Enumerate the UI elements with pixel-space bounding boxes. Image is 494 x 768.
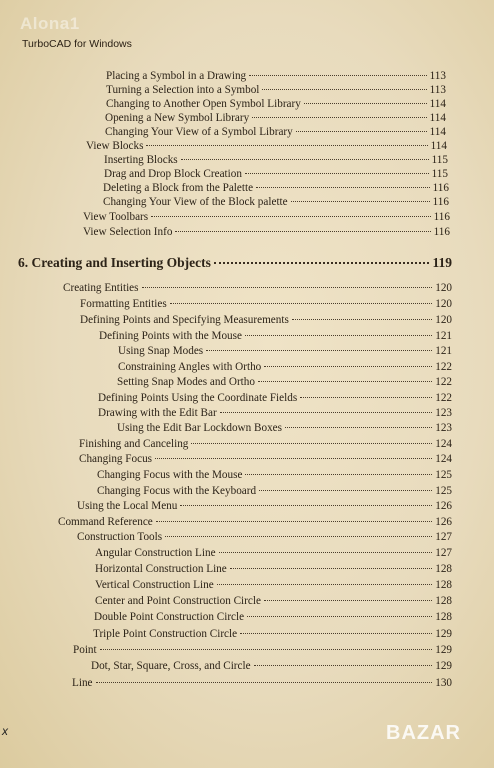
leader-dots bbox=[142, 287, 433, 288]
toc-entry bbox=[79, 438, 452, 451]
toc-entry-page: 114 bbox=[429, 126, 446, 138]
toc-entry-title: Using the Edit Bar Lockdown Boxes bbox=[117, 422, 282, 434]
leader-dots bbox=[240, 633, 432, 634]
leader-dots bbox=[258, 381, 432, 382]
toc-entry-page: 113 bbox=[429, 84, 446, 96]
toc-entry-title: Angular Construction Line bbox=[95, 547, 216, 559]
leader-dots bbox=[100, 649, 433, 650]
toc-entry bbox=[95, 563, 452, 576]
toc-entry-page: 123 bbox=[435, 422, 452, 434]
toc-entry-title: Defining Points Using the Coordinate Fields bbox=[98, 392, 298, 404]
toc-entry-page: 114 bbox=[430, 140, 447, 152]
bazar-watermark: BAZAR bbox=[386, 722, 461, 744]
toc-entry bbox=[79, 453, 452, 466]
leader-dots bbox=[155, 458, 432, 459]
toc-entry-title: Command Reference bbox=[58, 516, 153, 528]
toc-entry bbox=[63, 282, 452, 295]
toc-entry-title: Changing to Another Open Symbol Library bbox=[106, 98, 301, 110]
toc-entry bbox=[95, 547, 452, 560]
toc-entry-title: Constraining Angles with Ortho bbox=[118, 361, 262, 373]
toc-entry-page: 115 bbox=[431, 154, 448, 166]
toc-entry-title: Changing Focus bbox=[79, 453, 153, 465]
toc-entry bbox=[105, 112, 446, 125]
toc-entry bbox=[95, 595, 452, 608]
leader-dots bbox=[230, 568, 432, 569]
leader-dots bbox=[296, 131, 427, 132]
toc-entry-title: View Blocks bbox=[86, 140, 144, 152]
leader-dots bbox=[285, 427, 432, 428]
toc-entry bbox=[106, 98, 446, 111]
leader-dots bbox=[191, 443, 432, 444]
toc-entry-page: 129 bbox=[435, 644, 452, 656]
leader-dots bbox=[252, 117, 426, 118]
toc-entry-page: 128 bbox=[435, 579, 452, 591]
toc-entry-page: 122 bbox=[435, 361, 452, 373]
toc-entry bbox=[73, 644, 452, 657]
leader-dots bbox=[156, 521, 432, 522]
toc-entry bbox=[99, 330, 452, 343]
toc-entry bbox=[80, 298, 452, 311]
leader-dots bbox=[259, 490, 432, 491]
toc-entry-title: Drawing with the Edit Bar bbox=[98, 407, 217, 419]
toc-entry-page: 116 bbox=[433, 211, 450, 223]
toc-entry-title: Horizontal Construction Line bbox=[95, 563, 227, 575]
toc-entry-title: Creating Entities bbox=[63, 282, 139, 294]
toc-entry bbox=[77, 531, 452, 544]
toc-entry-page: 122 bbox=[435, 392, 452, 404]
leader-dots bbox=[170, 303, 433, 304]
toc-entry-title: Changing Focus with the Keyboard bbox=[97, 485, 257, 497]
leader-dots bbox=[264, 600, 432, 601]
toc-entry bbox=[106, 84, 446, 97]
toc-entry bbox=[86, 140, 447, 153]
leader-dots bbox=[214, 262, 430, 264]
leader-dots bbox=[304, 103, 427, 104]
toc-entry bbox=[104, 154, 448, 167]
toc-entry bbox=[106, 70, 446, 83]
toc-entry-page: 120 bbox=[435, 282, 452, 294]
leader-dots bbox=[247, 616, 432, 617]
toc-entry-page: 125 bbox=[435, 469, 452, 481]
toc-entry-page: 124 bbox=[435, 438, 452, 450]
leader-dots bbox=[220, 412, 433, 413]
toc-entry bbox=[103, 182, 449, 195]
chapter-title: 6. Creating and Inserting Objects bbox=[18, 255, 211, 270]
toc-entry-title: Formatting Entities bbox=[80, 298, 167, 310]
leader-dots bbox=[181, 159, 429, 160]
toc-entry-title: Dot, Star, Square, Cross, and Circle bbox=[91, 660, 251, 672]
toc-entry-title: Setting Snap Modes and Ortho bbox=[117, 376, 255, 388]
toc-entry-title: Inserting Blocks bbox=[104, 154, 178, 166]
toc-entry-page: 120 bbox=[435, 314, 452, 326]
toc-entry-title: Line bbox=[72, 677, 93, 689]
toc-entry-title: Deleting a Block from the Palette bbox=[103, 182, 254, 194]
toc-entry-page: 127 bbox=[435, 531, 452, 543]
toc-entry-page: 125 bbox=[435, 485, 452, 497]
toc-entry-page: 130 bbox=[435, 677, 452, 689]
toc-entry bbox=[98, 392, 452, 405]
leader-dots bbox=[262, 89, 426, 90]
toc-entry-title: Finishing and Canceling bbox=[79, 438, 189, 450]
toc-entry-page: 126 bbox=[435, 500, 452, 512]
toc-entry-title: Construction Tools bbox=[77, 531, 163, 543]
toc-entry-page: 126 bbox=[435, 516, 452, 528]
leader-dots bbox=[292, 319, 432, 320]
toc-entry-title: Drag and Drop Block Creation bbox=[104, 168, 242, 180]
toc-entry bbox=[98, 407, 452, 420]
toc-entry-page: 124 bbox=[435, 453, 452, 465]
toc-entry-title: View Toolbars bbox=[83, 211, 149, 223]
toc-entry-page: 116 bbox=[433, 226, 450, 238]
toc-entry-page: 116 bbox=[432, 196, 449, 208]
toc-entry-page: 129 bbox=[435, 660, 452, 672]
toc-entry-page: 123 bbox=[435, 407, 452, 419]
leader-dots bbox=[291, 201, 430, 202]
leader-dots bbox=[245, 335, 432, 336]
toc-entry-title: Turning a Selection into a Symbol bbox=[106, 84, 260, 96]
toc-entry-title: Using the Local Menu bbox=[77, 500, 178, 512]
running-header: TurboCAD for Windows bbox=[22, 38, 132, 50]
toc-entry bbox=[83, 226, 450, 239]
leader-dots bbox=[175, 231, 430, 232]
leader-dots bbox=[264, 366, 432, 367]
toc-entry-title: Opening a New Symbol Library bbox=[105, 112, 250, 124]
chapter-heading bbox=[18, 256, 452, 269]
toc-entry bbox=[83, 211, 450, 224]
toc-entry-page: 114 bbox=[429, 112, 446, 124]
toc-entry bbox=[104, 168, 448, 181]
leader-dots bbox=[217, 584, 433, 585]
toc-entry bbox=[103, 196, 449, 209]
toc-entry-title: Using Snap Modes bbox=[118, 345, 204, 357]
toc-entry bbox=[93, 628, 452, 641]
leader-dots bbox=[96, 682, 433, 683]
toc-entry bbox=[80, 314, 452, 327]
chapter-page: 119 bbox=[432, 255, 452, 270]
toc-entry bbox=[94, 611, 452, 624]
leader-dots bbox=[180, 505, 432, 506]
toc-entry-page: 114 bbox=[429, 98, 446, 110]
toc-entry-title: Center and Point Construction Circle bbox=[95, 595, 261, 607]
toc-entry-page: 120 bbox=[435, 298, 452, 310]
toc-entry bbox=[58, 516, 452, 529]
toc-entry-title: Point bbox=[73, 644, 97, 656]
toc-entry-page: 127 bbox=[435, 547, 452, 559]
toc-entry-page: 122 bbox=[435, 376, 452, 388]
leader-dots bbox=[165, 536, 432, 537]
toc-entry bbox=[95, 579, 452, 592]
toc-entry-page: 115 bbox=[431, 168, 448, 180]
page-folio: x bbox=[2, 724, 8, 738]
toc-entry-page: 121 bbox=[435, 345, 452, 357]
toc-entry bbox=[117, 376, 452, 389]
leader-dots bbox=[151, 216, 430, 217]
toc-entry-title: Changing Focus with the Mouse bbox=[97, 469, 243, 481]
toc-entry bbox=[118, 345, 452, 358]
toc-entry bbox=[105, 126, 446, 139]
leader-dots bbox=[219, 552, 433, 553]
toc-entry-page: 128 bbox=[435, 611, 452, 623]
toc-entry-page: 128 bbox=[435, 595, 452, 607]
toc-entry bbox=[91, 660, 452, 673]
toc-entry-page: 128 bbox=[435, 563, 452, 575]
toc-entry-page: 129 bbox=[435, 628, 452, 640]
leader-dots bbox=[256, 187, 430, 188]
toc-entry-page: 121 bbox=[435, 330, 452, 342]
toc-entry-title: Triple Point Construction Circle bbox=[93, 628, 238, 640]
toc-entry-title: Changing Your View of a Symbol Library bbox=[105, 126, 293, 138]
toc-entry bbox=[117, 422, 452, 435]
leader-dots bbox=[146, 145, 427, 146]
toc-entry bbox=[97, 469, 452, 482]
leader-dots bbox=[249, 75, 426, 76]
toc-entry-title: Vertical Construction Line bbox=[95, 579, 214, 591]
leader-dots bbox=[245, 474, 432, 475]
watermark: Alona1 bbox=[20, 14, 80, 33]
leader-dots bbox=[254, 665, 433, 666]
toc-entry bbox=[77, 500, 452, 513]
toc-entry bbox=[72, 677, 452, 690]
leader-dots bbox=[245, 173, 429, 174]
leader-dots bbox=[206, 350, 432, 351]
toc-entry-title: Changing Your View of the Block palette bbox=[103, 196, 288, 208]
toc-entry-page: 116 bbox=[432, 182, 449, 194]
toc-entry bbox=[118, 361, 452, 374]
toc-entry-title: Placing a Symbol in a Drawing bbox=[106, 70, 247, 82]
toc-entry-title: Double Point Construction Circle bbox=[94, 611, 245, 623]
toc-entry bbox=[97, 485, 452, 498]
toc-entry-title: View Selection Info bbox=[83, 226, 173, 238]
toc-entry-page: 113 bbox=[429, 70, 446, 82]
leader-dots bbox=[300, 397, 432, 398]
toc-entry-title: Defining Points and Specifying Measurements bbox=[80, 314, 289, 326]
toc-entry-title: Defining Points with the Mouse bbox=[99, 330, 242, 342]
